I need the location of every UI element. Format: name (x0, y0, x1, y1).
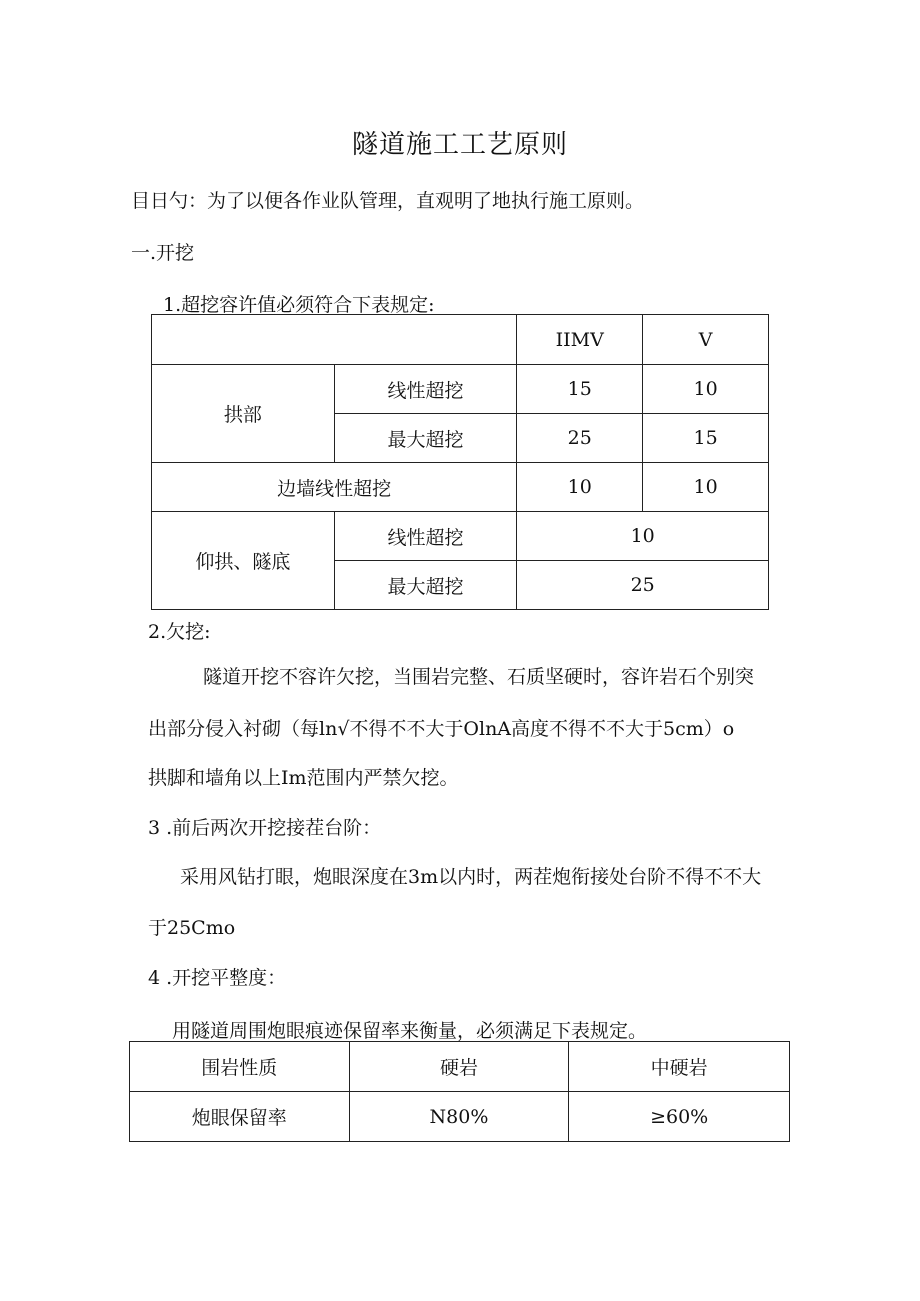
table-header-row (152, 315, 769, 365)
table-header-cell: 围岩性质 (130, 1042, 350, 1092)
table-row (130, 1092, 790, 1142)
table-header-cell: IIMV (517, 315, 643, 365)
purpose-text: 目日勺：为了以便各作业队管理，直观明了地执行施工原则。 (131, 190, 645, 212)
table-cell: ≥60% (569, 1092, 790, 1142)
invert-label-cell: 仰拱、隧底 (152, 512, 335, 610)
table-cell: 炮眼保留率 (130, 1092, 350, 1142)
table-cell: 15 (517, 365, 643, 414)
table-cell: 15 (643, 414, 769, 463)
table-row (152, 365, 769, 414)
table-row (152, 512, 769, 561)
page-title: 隧道施工工艺原则 (351, 130, 568, 160)
item3-heading: 3 .前后两次开挖接茬台阶： (148, 817, 382, 839)
table-cell: 25 (517, 561, 769, 610)
section-heading-excavation: 一.开挖 (131, 242, 195, 264)
table-cell: 线性超挖 (334, 365, 517, 414)
step-line: 采用风钻打眼，炮眼深度在3m以内时，两茬炮衔接处台阶不得不不大 (180, 866, 762, 888)
table-cell: 25 (517, 414, 643, 463)
flatness-intro: 用隧道周围炮眼痕迹保留率来衡量，必须满足下表规定。 (172, 1020, 648, 1042)
table-cell: 线性超挖 (334, 512, 517, 561)
arch-label-cell: 拱部 (152, 365, 335, 463)
table-cell: 10 (517, 512, 769, 561)
table-cell: 10 (517, 463, 643, 512)
item1-heading: 1.超挖容许值必须符合下表规定: (163, 294, 435, 316)
table-cell: 最大超挖 (334, 414, 517, 463)
table-cell: 最大超挖 (334, 561, 517, 610)
underbreak-line: 出部分侵入衬砌（每ln√不得不不大于OlnA高度不得不不大于5cm）o (148, 718, 735, 740)
table-corner-cell (152, 315, 517, 365)
table-cell: N80% (349, 1092, 569, 1142)
underbreak-line: 拱脚和墙角以上Im范围内严禁欠挖。 (148, 767, 459, 789)
table-cell: 10 (643, 463, 769, 512)
underbreak-line: 隧道开挖不容许欠挖，当围岩完整、石质坚硬时，容许岩石个别突 (203, 666, 755, 688)
wall-label-cell: 边墙线性超挖 (152, 463, 517, 512)
item2-heading: 2.欠挖: (148, 621, 211, 643)
step-line: 于25Cmo (148, 917, 236, 939)
flatness-table (129, 1041, 790, 1142)
table-header-cell: V (643, 315, 769, 365)
table-header-cell: 中硬岩 (569, 1042, 790, 1092)
item4-heading: 4 .开挖平整度： (148, 967, 287, 989)
overbreak-table (151, 314, 769, 610)
table-cell: 10 (643, 365, 769, 414)
table-row (152, 463, 769, 512)
table-header-cell: 硬岩 (349, 1042, 569, 1092)
table-header-row (130, 1042, 790, 1092)
